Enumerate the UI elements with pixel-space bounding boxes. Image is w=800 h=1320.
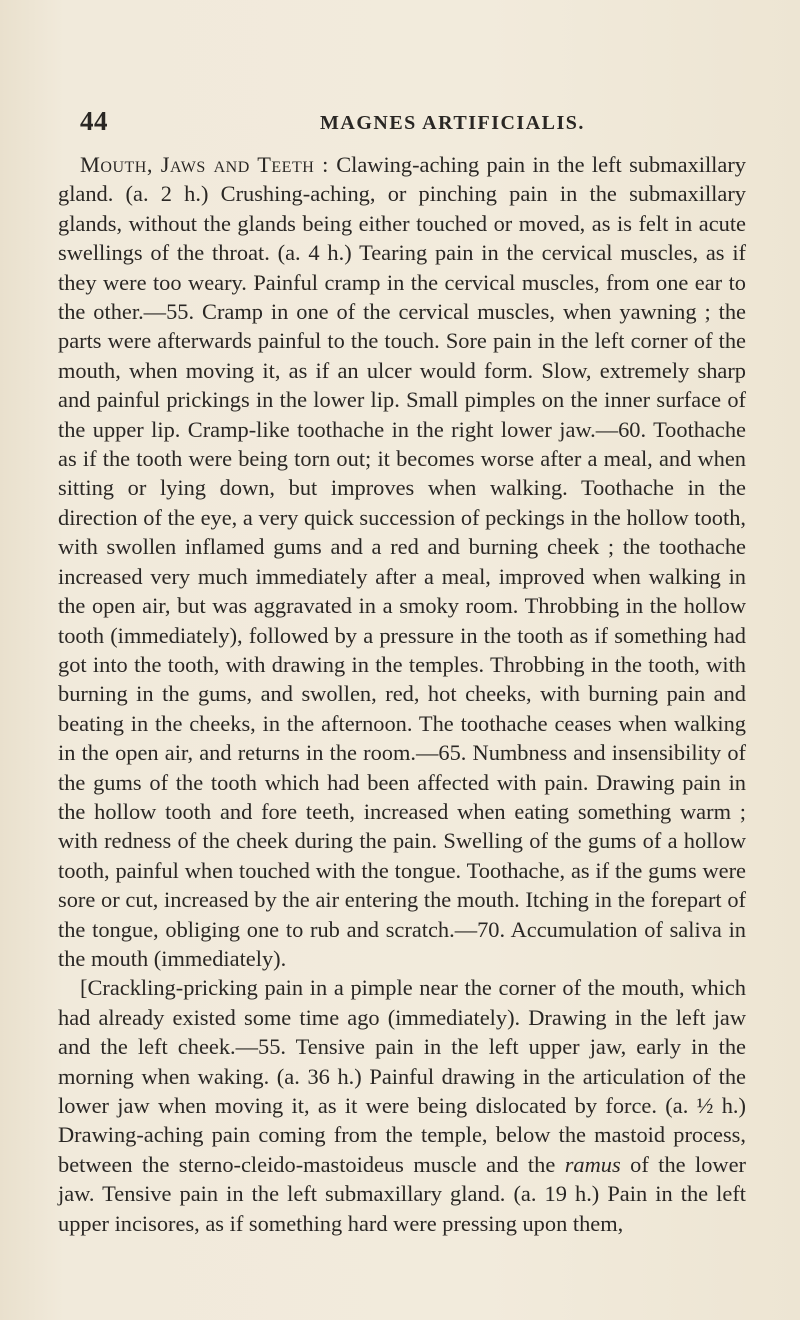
- running-head: MAGNES ARTIFICIALIS.: [320, 112, 585, 134]
- paragraph-text: [Crackling-pricking pain in a pimple near the corner of the mouth, which had already existed some time ago (immediately). Drawing in the left jaw and the left cheek.—55. Tensive pain in the left upper jaw, early in the morning when waking. (a. 36 h.) Painful drawing in the articulation of the lower jaw when moving it, as it were being dislocated by force. (a. ½ h.) Drawing-aching pain coming from the temple, below the mastoid process, between the sterno-cleido-mastoideus muscle and the: [58, 975, 746, 1177]
- body-text: [58, 150, 746, 1238]
- paragraph-text: Clawing-aching pain in the left submaxillary gland. (a. 2 h.) Crushing-aching, or pinching pain in the submaxillary glands, without the glands being either touched or moved, as is felt in acute swellings of the throat. (a. 4 h.) Tearing pain in the cervical muscles, as if they were too weary. Painful cramp in the cervical muscles, from one ear to the other.—55. Cramp in one of the cervical muscles, when yawning ; the parts were afterwards painful to the touch. Sore pain in the left corner of the mouth, when moving it, as if an ulcer would form. Slow, extremely sharp and painful prickings in the lower lip. Small pimples on the inner surface of the upper lip. Cramp-like toothache in the right lower jaw.—60. Toothache as if the tooth were being torn out; it becomes worse after a meal, and when sitting or lying down, but improves when walking. Toothache in the direction of the eye, a very quick succession of peckings in the hollow tooth, with swollen inflamed gums and a red and burning cheek ; the toothache increased very much immediately after a meal, improved when walking in the open air, but was aggravated in a smoky room. Throbbing in the hollow tooth (immediately), followed by a pressure in the tooth as if something had got into the tooth, with drawing in the temples. Throbbing in the tooth, with burning in the gums, and swollen, red, hot cheeks, with burning pain and beating in the cheeks, in the afternoon. The toothache ceases when walking in the open air, and returns in the room.—65. Numbness and insensibility of the gums of the tooth which had been affected with pain. Drawing pain in the hollow tooth and fore teeth, increased when eating something warm ; with redness of the cheek during the pain. Swelling of the gums of a hollow tooth, painful when touched with the tongue. Toothache, as if the gums were sore or cut, increased by the air entering the mouth. Itching in the forepart of the tongue, obliging one to rub and scratch.—70. Accumulation of saliva in the mouth (immediately).: [58, 152, 746, 971]
- italic-term: ramus: [564, 1151, 621, 1177]
- page-number: 44: [80, 106, 108, 136]
- section-heading: Mouth, Jaws and Teeth :: [80, 152, 329, 177]
- paragraph: [58, 150, 746, 973]
- paragraph: [58, 973, 746, 1238]
- paragraph-text: of the lower jaw. Tensive pain in the left submaxillary gland. (a. 19 h.) Pain in the left upper incisores, as if something hard were pressing upon them,: [58, 1151, 746, 1236]
- page-header: [80, 106, 720, 146]
